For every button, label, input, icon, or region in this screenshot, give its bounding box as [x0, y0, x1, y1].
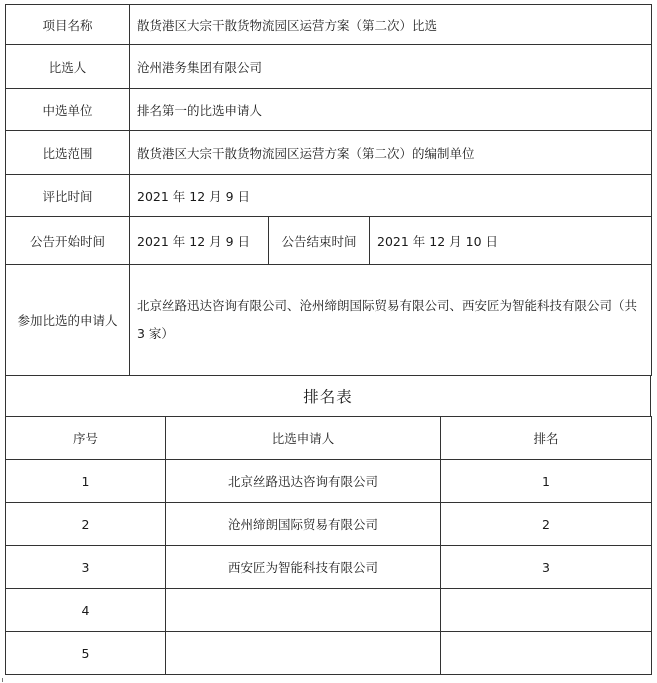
table-row: [6, 589, 652, 632]
row-applicant: [166, 632, 441, 675]
winner-row: [6, 89, 652, 131]
scope-value: 散货港区大宗干散货物流园区运营方案（第二次）的编制单位: [130, 131, 652, 175]
applicants-row: [6, 265, 652, 376]
row-no: 1: [6, 460, 166, 503]
row-rank: 2: [441, 503, 652, 546]
header-no: 序号: [6, 417, 166, 460]
row-no: 2: [6, 503, 166, 546]
eval-time-row: [6, 175, 652, 217]
ranking-title: 排名表: [5, 376, 651, 416]
winner-value: 排名第一的比选申请人: [130, 89, 652, 131]
scope-row: [6, 131, 652, 175]
table-row: [6, 546, 652, 589]
selector-label: 比选人: [6, 45, 130, 89]
scope-label: 比选范围: [6, 131, 130, 175]
row-applicant: 西安匠为智能科技有限公司: [166, 546, 441, 589]
ranking-header-row: [6, 417, 652, 460]
header-applicant: 比选申请人: [166, 417, 441, 460]
row-no: 4: [6, 589, 166, 632]
table-row: [6, 632, 652, 675]
selector-value: 沧州港务集团有限公司: [130, 45, 652, 89]
header-rank: 排名: [441, 417, 652, 460]
eval-time-label: 评比时间: [6, 175, 130, 217]
row-rank: 3: [441, 546, 652, 589]
notice-end-value: 2021 年 12 月 10 日: [370, 217, 652, 265]
notice-end-label: 公告结束时间: [269, 217, 370, 265]
row-rank: 1: [441, 460, 652, 503]
applicants-label: 参加比选的申请人: [6, 265, 130, 376]
page-edge-mark: [2, 678, 3, 682]
row-no: 5: [6, 632, 166, 675]
notice-start-value: 2021 年 12 月 9 日: [130, 217, 269, 265]
bid-info-table: [5, 4, 652, 376]
eval-time-value: 2021 年 12 月 9 日: [130, 175, 652, 217]
project-name-row: [6, 5, 652, 45]
selector-row: [6, 45, 652, 89]
notice-time-row: [6, 217, 652, 265]
row-applicant: 沧州缔朗国际贸易有限公司: [166, 503, 441, 546]
ranking-table: [5, 416, 652, 675]
row-applicant: [166, 589, 441, 632]
bid-result-document: [5, 4, 652, 675]
table-row: [6, 503, 652, 546]
winner-label: 中选单位: [6, 89, 130, 131]
row-rank: [441, 632, 652, 675]
applicants-value: 北京丝路迅达咨询有限公司、沧州缔朗国际贸易有限公司、西安匠为智能科技有限公司（共 3 家）: [130, 265, 652, 376]
project-name-label: 项目名称: [6, 5, 130, 45]
notice-start-label: 公告开始时间: [6, 217, 130, 265]
row-rank: [441, 589, 652, 632]
project-name-value: 散货港区大宗干散货物流园区运营方案（第二次）比选: [130, 5, 652, 45]
row-applicant: 北京丝路迅达咨询有限公司: [166, 460, 441, 503]
row-no: 3: [6, 546, 166, 589]
table-row: [6, 460, 652, 503]
